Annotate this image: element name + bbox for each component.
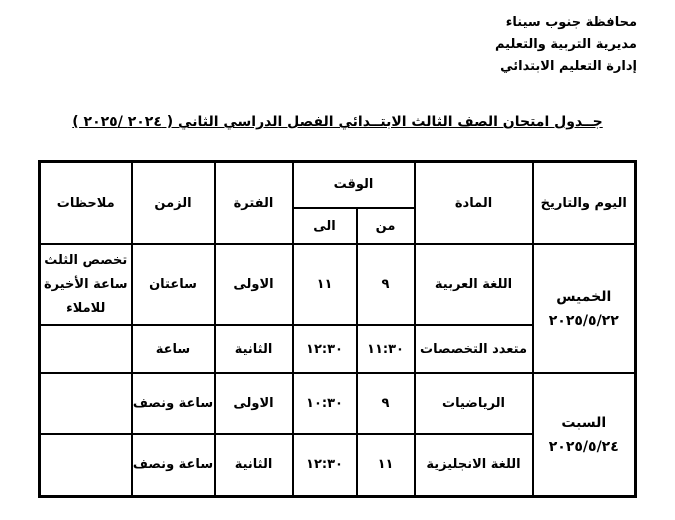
table-row: [40, 244, 636, 325]
note-line: للاملاء: [66, 300, 106, 316]
period-cell: الثانية: [215, 325, 293, 373]
note-line: ساعة الأخيرة: [43, 276, 128, 292]
header-period: الفترة: [215, 162, 293, 245]
day-date-cell: [533, 373, 636, 496]
administration-name: إدارة التعليم الابتدائي: [500, 59, 637, 74]
governorate-name: محافظة جنوب سيناء: [505, 15, 637, 30]
header-time: الوقت: [293, 162, 415, 208]
duration-cell: ساعة: [132, 325, 215, 373]
notes-cell: [40, 244, 132, 325]
notes-cell: [40, 373, 132, 434]
duration-cell: ساعة ونصف: [132, 373, 215, 434]
directorate-name: مديرية التربية والتعليم: [494, 37, 637, 52]
note-line: تخصص الثلث: [44, 252, 128, 268]
page-title: جــدول امتحان الصف الثالث الابتــدائي الفصل الدراسي الثاني ( ٢٠٢٤ /٢٠٢٥ ): [72, 114, 603, 130]
header-to: الى: [293, 208, 357, 244]
to-cell: ١٢:٣٠: [293, 434, 357, 497]
day-name: الخميس: [556, 288, 612, 305]
day-name: السبت: [561, 414, 607, 431]
header-from: من: [357, 208, 415, 244]
period-cell: الاولى: [215, 373, 293, 434]
exam-date: ٢٠٢٥/٥/٢٢: [548, 312, 619, 329]
notes-cell: [40, 325, 132, 373]
from-cell: ١١: [357, 434, 415, 497]
from-cell: ٩: [357, 373, 415, 434]
subject-cell: اللغة الانجليزية: [415, 434, 533, 497]
duration-cell: ساعتان: [132, 244, 215, 325]
from-cell: ٩: [357, 244, 415, 325]
header-subject: المادة: [415, 162, 533, 245]
day-date-cell: [533, 244, 636, 373]
period-cell: الاولى: [215, 244, 293, 325]
subject-cell: متعدد التخصصات: [415, 325, 533, 373]
from-cell: ١١:٣٠: [357, 325, 415, 373]
header-duration: الزمن: [132, 162, 215, 245]
exam-schedule-table: [38, 160, 637, 498]
to-cell: ١٠:٣٠: [293, 373, 357, 434]
to-cell: ١٢:٣٠: [293, 325, 357, 373]
exam-date: ٢٠٢٥/٥/٢٤: [548, 438, 619, 455]
to-cell: ١١: [293, 244, 357, 325]
header-day-date: اليوم والتاريخ: [533, 162, 636, 245]
notes-cell: [40, 434, 132, 497]
duration-cell: ساعة ونصف: [132, 434, 215, 497]
period-cell: الثانية: [215, 434, 293, 497]
header-notes: ملاحظات: [40, 162, 132, 245]
subject-cell: اللغة العربية: [415, 244, 533, 325]
table-row: [40, 373, 636, 434]
header-block: [495, 12, 637, 78]
subject-cell: الرياضيات: [415, 373, 533, 434]
